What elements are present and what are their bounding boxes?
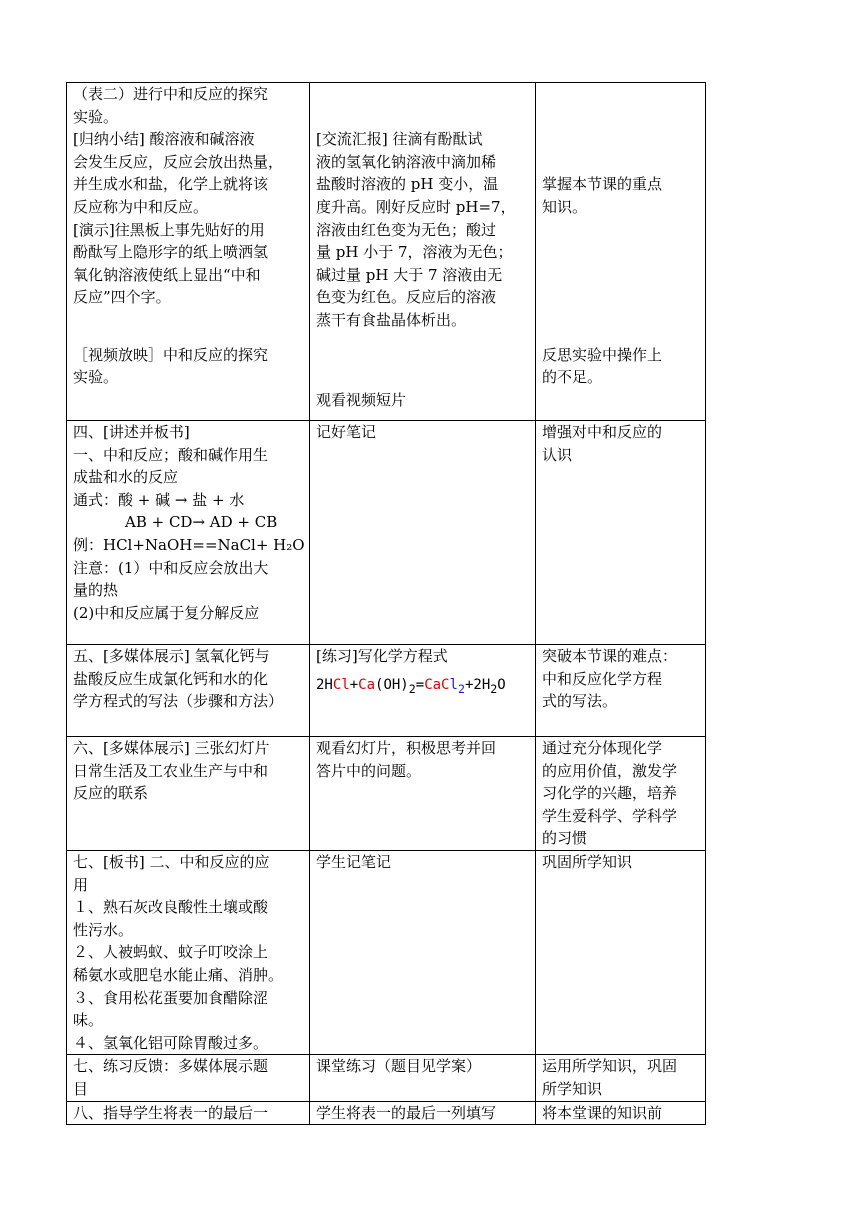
text-line: 认识 [542, 445, 573, 464]
text-line: 八、指导学生将表一的最后一 [73, 1103, 269, 1122]
teacher-activity-cell [67, 83, 310, 421]
table-row [67, 851, 706, 1055]
student-activity-cell [310, 1055, 536, 1101]
text-line: 学生爱科学、学科学 [542, 806, 678, 825]
text-line: 巩固所学知识 [542, 853, 633, 871]
text-line: 七、[板书] 二、中和反应的应 [73, 853, 270, 871]
example-equation: 例：HCl+NaOH==NaCl+ H₂O [73, 535, 305, 554]
design-intent-cell [536, 421, 706, 645]
text-line: 习化学的兴趣，培养 [542, 784, 678, 803]
text-line: 六、[多媒体展示] 三张幻灯片 [73, 739, 270, 757]
text-line: 学生将表一的最后一列填写 [316, 1103, 497, 1122]
text-line: 液的氢氧化钠溶液中滴加稀 [316, 152, 497, 171]
text-line: 色变为红色。反应后的溶液 [316, 288, 497, 307]
text-line: （表二）进行中和反应的探究 [73, 85, 269, 103]
text-line: ２、人被蚂蚁、蚊子叮咬涂上 [73, 943, 269, 962]
text-line: [演示]往黑板上事先贴好的用 [73, 220, 265, 239]
student-activity-cell [310, 1101, 536, 1125]
text-line: 掌握本节课的重点 [542, 175, 663, 194]
text-line: 反应”四个字。 [73, 288, 171, 307]
text-line: 知识。 [542, 197, 588, 216]
text-line: 酚酞写上隐形字的纸上喷洒氢 [73, 243, 269, 262]
text-line: 碱过量 pH 大于 7 溶液由无 [316, 265, 503, 284]
text-line: ４、氢氧化铝可除胃酸过多。 [73, 1033, 269, 1052]
text-line: 记好笔记 [316, 423, 377, 441]
table-row [67, 1101, 706, 1125]
teacher-activity-cell [67, 1055, 310, 1101]
text-line: 会发生反应，反应会放出热量， [73, 152, 284, 171]
chemical-equation: $2HCl+Ca(OH)_2=CaCl_2+2H_2O$ [316, 676, 506, 696]
student-activity-cell [310, 851, 536, 1055]
text-line: ３、食用松花蛋要加食醋除涩 [73, 988, 269, 1007]
text-line: ［视频放映］中和反应的探究 [73, 345, 269, 364]
text-line: 溶液由红色变为无色；酸过 [316, 220, 497, 239]
text-line: 味。 [73, 1011, 104, 1030]
text-line: 反应的联系 [73, 784, 149, 803]
text-line: 反应称为中和反应。 [73, 197, 209, 216]
text-line: 日常生活及工农业生产与中和 [73, 761, 269, 780]
text-line: 量 pH 小于 7，溶液为无色； [316, 243, 513, 262]
student-activity-cell [310, 83, 536, 421]
design-intent-cell [536, 851, 706, 1055]
text-line: 所学知识 [542, 1079, 603, 1098]
text-line: [交流汇报] 往滴有酚酞试 [316, 130, 483, 149]
teacher-activity-cell [67, 421, 310, 645]
teacher-activity-cell [67, 737, 310, 851]
text-line: 的习惯 [542, 829, 588, 848]
text-line: 四、[讲述并板书] [73, 423, 190, 441]
table-row [67, 645, 706, 737]
table-row [67, 1055, 706, 1101]
text-line: 度升高。刚好反应时 pH=7， [316, 197, 516, 216]
text-line: 七、练习反馈：多媒体展示题 [73, 1057, 269, 1076]
text-line: 五、[多媒体展示] 氢氧化钙与 [73, 647, 270, 665]
text-line: 实验。 [73, 107, 119, 126]
design-intent-cell [536, 83, 706, 421]
text-line: 盐酸反应生成氯化钙和水的化 [73, 669, 269, 688]
student-activity-cell [310, 737, 536, 851]
text-line: 性污水。 [73, 920, 134, 939]
text-line: 反思实验中操作上 [542, 345, 663, 364]
text-line: 一、中和反应；酸和碱作用生 [73, 445, 269, 464]
text-line: 答片中的问题。 [316, 761, 422, 780]
text-line: 的不足。 [542, 368, 603, 387]
text-line: 量的热 [73, 581, 119, 600]
text-line: [练习]写化学方程式 [316, 647, 448, 665]
design-intent-cell [536, 1055, 706, 1101]
text-line: 成盐和水的反应 [73, 468, 179, 487]
text-line: 盐酸时溶液的 pH 变小，温 [316, 175, 499, 194]
text-line: 氧化钠溶液使纸上显出“中和 [73, 265, 261, 284]
text-line: 运用所学知识，巩固 [542, 1057, 678, 1076]
text-line: 稀氨水或肥皂水能止痛、消肿。 [73, 965, 284, 984]
text-line: 学方程式的写法（步骤和方法） [73, 692, 284, 711]
table-row [67, 83, 706, 421]
design-intent-cell [536, 1101, 706, 1125]
teacher-activity-cell [67, 645, 310, 737]
text-line: 观看视频短片 [316, 390, 407, 409]
general-formula: 通式：酸 + 碱 → 盐 + 水 [73, 490, 245, 509]
text-line: １、熟石灰改良酸性土壤或酸 [73, 898, 269, 917]
text-line: 实验。 [73, 368, 119, 387]
text-line: 目 [73, 1079, 89, 1098]
text-line: 式的写法。 [542, 692, 618, 711]
student-activity-cell [310, 645, 536, 737]
design-intent-cell [536, 737, 706, 851]
text-line: 中和反应化学方程 [542, 669, 663, 688]
text-line: 将本堂课的知识前 [542, 1103, 663, 1122]
text-line: 突破本节课的难点： [542, 647, 678, 665]
lesson-plan-table [66, 82, 706, 1125]
text-line: 观看幻灯片，积极思考并回 [316, 739, 497, 757]
text-line: 用 [73, 875, 89, 894]
text-line: 注意：(1）中和反应会放出大 [73, 558, 269, 577]
text-line: 的应用价值，激发学 [542, 761, 678, 780]
table-row [67, 737, 706, 851]
text-line: 学生记笔记 [316, 853, 392, 871]
design-intent-cell [536, 645, 706, 737]
table-row [67, 421, 706, 645]
text-line: 蒸干有食盐晶体析出。 [316, 310, 467, 329]
text-line: 增强对中和反应的 [542, 423, 663, 441]
student-activity-cell [310, 421, 536, 645]
text-line: 并生成水和盐，化学上就将该 [73, 175, 269, 194]
text-line: (2)中和反应属于复分解反应 [73, 603, 260, 622]
abcd-formula: AB + CD→ AD + CB [125, 513, 278, 532]
teacher-activity-cell [67, 851, 310, 1055]
text-line: 课堂练习（题目见学案） [316, 1057, 482, 1076]
text-line: 通过充分体现化学 [542, 739, 663, 757]
text-line: [归纳小结] 酸溶液和碱溶液 [73, 130, 255, 149]
teacher-activity-cell [67, 1101, 310, 1125]
